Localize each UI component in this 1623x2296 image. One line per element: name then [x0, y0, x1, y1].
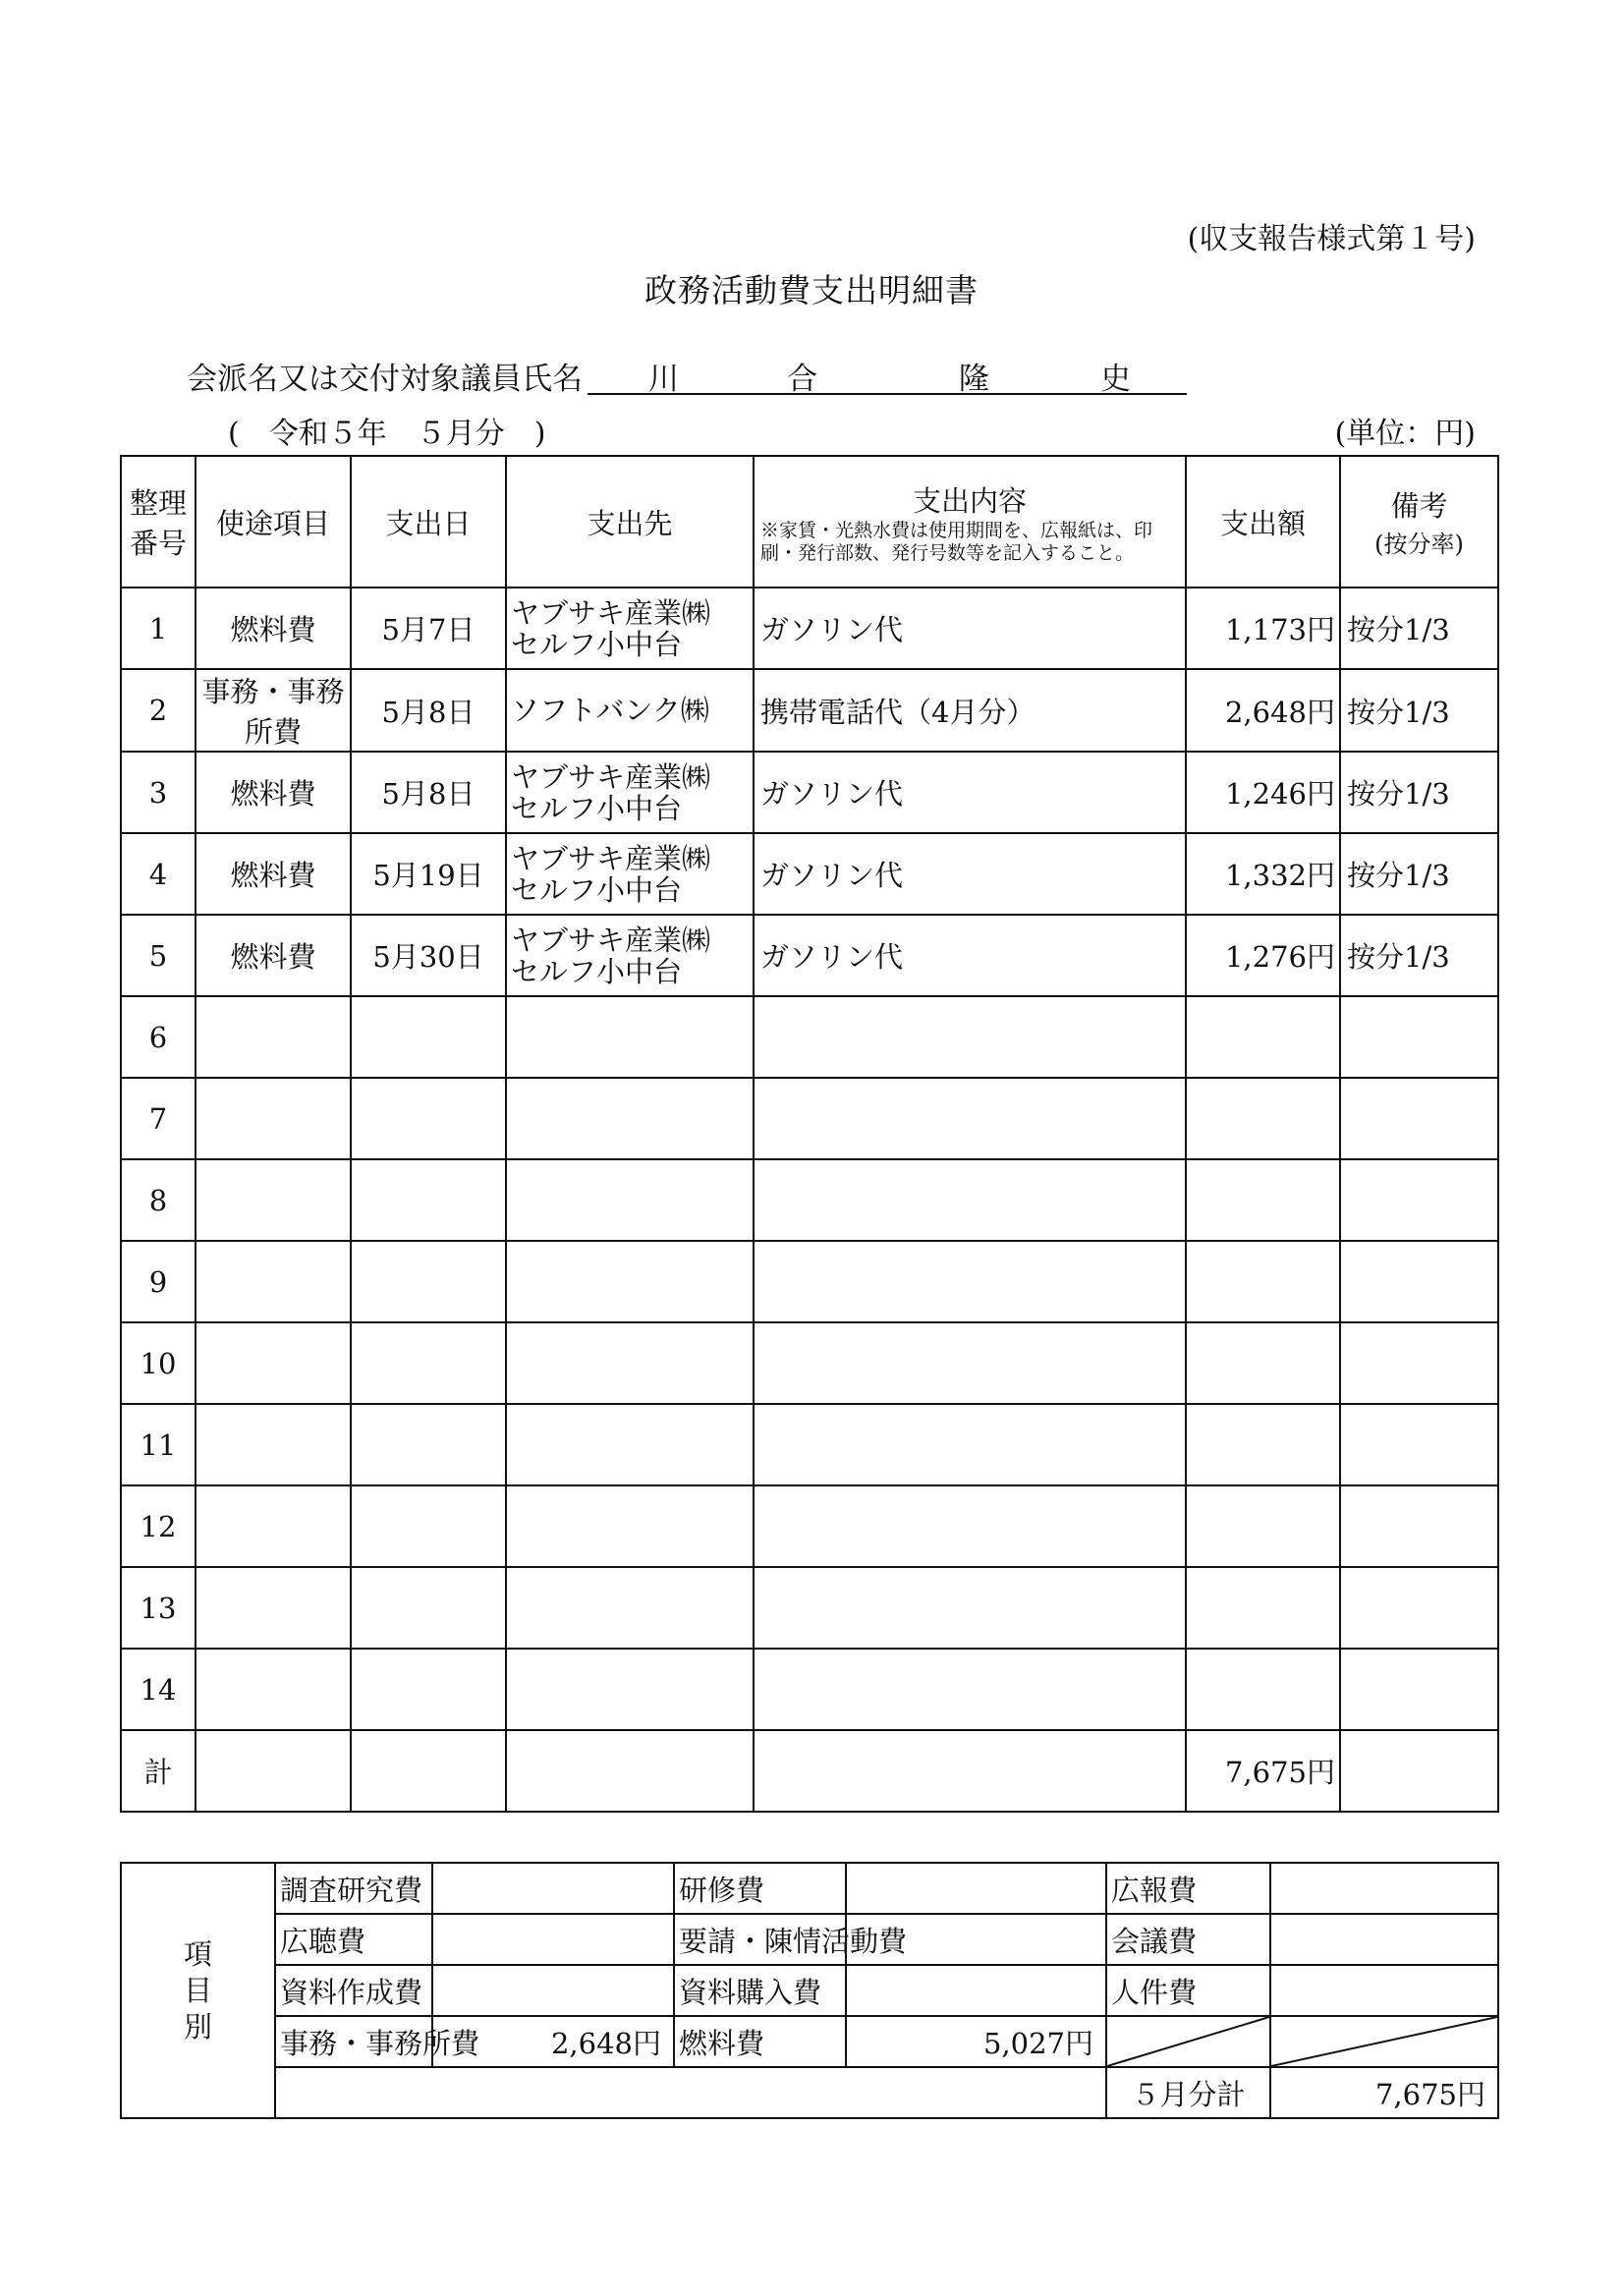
row-description: 携帯電話代（4月分）	[754, 669, 1186, 752]
diagonal-line	[1107, 2017, 1269, 2066]
row-remarks: 按分1/3	[1340, 915, 1498, 996]
summary-row	[121, 1863, 1498, 1914]
table-row	[121, 1159, 1498, 1241]
row-description	[754, 1159, 1186, 1241]
row-number: 8	[121, 1159, 196, 1241]
row-payee	[506, 1322, 754, 1404]
col-header-remarks-sub: (按分率)	[1374, 531, 1464, 558]
row-payee	[506, 1159, 754, 1241]
summary-amount-fuel: 5,027円	[846, 2016, 1106, 2067]
row-remarks	[1340, 1649, 1498, 1730]
summary-row-header-char: 別	[183, 2009, 212, 2044]
row-date	[351, 1485, 506, 1567]
document-title: 政務活動費支出明細書	[644, 271, 979, 309]
table-row	[121, 1485, 1498, 1567]
summary-row	[121, 2016, 1498, 2067]
row-description: ガソリン代	[754, 833, 1186, 915]
summary-label-hearing: 広聴費	[275, 1914, 432, 1965]
total-amount: 7,675円	[1186, 1730, 1340, 1812]
summary-amount-hearing	[432, 1914, 674, 1965]
row-category: 燃料費	[196, 588, 351, 669]
row-remarks: 按分1/3	[1340, 588, 1498, 669]
diagonal-blank-cell	[1106, 2016, 1270, 2067]
col-header-amount: 支出額	[1186, 456, 1340, 588]
row-description	[754, 996, 1186, 1078]
row-amount: 1,173円	[1186, 588, 1340, 669]
row-remarks	[1340, 1078, 1498, 1159]
row-number: 7	[121, 1078, 196, 1159]
summary-row-header-char: 目	[183, 1973, 212, 2007]
col-header-category: 使途項目	[196, 456, 351, 588]
member-name-char: 隆	[959, 362, 989, 397]
row-date	[351, 1649, 506, 1730]
col-header-description-label: 支出内容	[912, 483, 1027, 518]
row-remarks	[1340, 1322, 1498, 1404]
row-number: 6	[121, 996, 196, 1078]
row-remarks	[1340, 1567, 1498, 1649]
row-category: 事務・事務所費	[196, 669, 351, 752]
row-number: 3	[121, 752, 196, 833]
summary-row	[121, 1914, 1498, 1965]
table-row	[121, 1567, 1498, 1649]
row-category	[196, 1078, 351, 1159]
row-payee	[506, 1649, 754, 1730]
summary-label-materials-creation: 資料作成費	[275, 1965, 432, 2016]
summary-row-header-char: 項	[183, 1936, 212, 1971]
summary-label-training: 研修費	[674, 1863, 846, 1914]
row-number: 11	[121, 1404, 196, 1485]
row-category: 燃料費	[196, 833, 351, 915]
row-amount	[1186, 1322, 1340, 1404]
row-payee	[506, 752, 754, 833]
row-category	[196, 1241, 351, 1322]
row-number: 10	[121, 1322, 196, 1404]
member-label: 会派名又は交付対象議員氏名	[187, 362, 583, 397]
row-amount	[1186, 1485, 1340, 1567]
total-label: 計	[121, 1730, 196, 1812]
row-date: 5月30日	[351, 915, 506, 996]
table-cell	[351, 1730, 506, 1812]
summary-label-research: 調査研究費	[275, 1863, 432, 1914]
row-category	[196, 1322, 351, 1404]
summary-label-meeting: 会議費	[1106, 1914, 1270, 1965]
summary-label-personnel: 人件費	[1106, 1965, 1270, 2016]
row-payee	[506, 588, 754, 669]
table-row	[121, 588, 1498, 669]
row-date: 5月8日	[351, 669, 506, 752]
row-amount	[1186, 1567, 1340, 1649]
summary-amount-office: 2,648円	[432, 2016, 674, 2067]
col-header-payee: 支出先	[506, 456, 754, 588]
summary-label-materials-purchase: 資料購入費	[674, 1965, 846, 2016]
col-header-no-line: 整理	[129, 486, 187, 520]
col-header-no-line: 番号	[129, 527, 187, 560]
row-date	[351, 1241, 506, 1322]
col-header-remarks-label: 備考	[1390, 489, 1448, 523]
row-payee-line: セルフ小中台	[511, 954, 683, 988]
member-name-char: 史	[1100, 362, 1131, 397]
summary-blank-cell	[275, 2067, 1106, 2118]
summary-row	[121, 1965, 1498, 2016]
row-amount: 2,648円	[1186, 669, 1340, 752]
col-header-date: 支出日	[351, 456, 506, 588]
month-total-amount: 7,675円	[1270, 2067, 1498, 2118]
table-row	[121, 1404, 1498, 1485]
member-name-char: 合	[787, 362, 817, 397]
table-row	[121, 996, 1498, 1078]
row-remarks	[1340, 1241, 1498, 1322]
row-payee	[506, 996, 754, 1078]
row-description: ガソリン代	[754, 752, 1186, 833]
row-date	[351, 1322, 506, 1404]
expense-table	[120, 455, 1499, 1813]
table-row	[121, 752, 1498, 833]
row-payee	[506, 1404, 754, 1485]
summary-row-header	[121, 1863, 275, 2118]
col-header-description-note: ※家賃・光熱水費は使用期間を、広報紙は、印刷・発行部数、発行号数等を記入すること。	[760, 519, 1153, 564]
summary-amount-materials-purchase	[846, 1965, 1106, 2016]
row-payee-line: ソフトバンク㈱	[511, 694, 709, 727]
summary-label-petition: 要請・陳情活動費	[674, 1914, 846, 1965]
row-amount: 1,246円	[1186, 752, 1340, 833]
row-amount: 1,332円	[1186, 833, 1340, 915]
row-payee-line: ヤブサキ産業㈱	[511, 759, 711, 794]
member-name-char: 川	[648, 362, 679, 397]
row-payee-line: セルフ小中台	[511, 791, 683, 825]
row-number: 12	[121, 1485, 196, 1567]
row-date	[351, 1404, 506, 1485]
col-header-description	[754, 456, 1186, 588]
row-category	[196, 1404, 351, 1485]
row-date	[351, 1078, 506, 1159]
diagonal-blank-cell	[1270, 2016, 1498, 2067]
table-row	[121, 833, 1498, 915]
row-payee-line: ヤブサキ産業㈱	[511, 841, 711, 875]
total-row	[121, 1730, 1498, 1812]
row-description: ガソリン代	[754, 588, 1186, 669]
col-header-remarks	[1340, 456, 1498, 588]
row-date: 5月8日	[351, 752, 506, 833]
row-payee	[506, 1241, 754, 1322]
summary-amount-research	[432, 1863, 674, 1914]
row-payee-line: セルフ小中台	[511, 627, 683, 661]
row-number: 14	[121, 1649, 196, 1730]
row-category	[196, 1485, 351, 1567]
table-cell	[754, 1730, 1186, 1812]
row-number: 2	[121, 669, 196, 752]
row-payee	[506, 1567, 754, 1649]
row-description: ガソリン代	[754, 915, 1186, 996]
summary-label-office: 事務・事務所費	[275, 2016, 432, 2067]
row-amount	[1186, 1649, 1340, 1730]
row-payee	[506, 915, 754, 996]
row-description	[754, 1241, 1186, 1322]
row-payee-line: ヤブサキ産業㈱	[511, 595, 711, 630]
summary-amount-meeting	[1270, 1914, 1498, 1965]
col-header-no	[121, 456, 196, 588]
table-row	[121, 669, 1498, 752]
row-remarks: 按分1/3	[1340, 752, 1498, 833]
row-date	[351, 1159, 506, 1241]
table-row	[121, 1241, 1498, 1322]
summary-amount-pr	[1270, 1863, 1498, 1914]
row-amount	[1186, 1078, 1340, 1159]
table-cell	[506, 1730, 754, 1812]
summary-amount-materials-creation	[432, 1965, 674, 2016]
row-number: 4	[121, 833, 196, 915]
row-remarks	[1340, 996, 1498, 1078]
table-row	[121, 1649, 1498, 1730]
row-number: 5	[121, 915, 196, 996]
row-date	[351, 1567, 506, 1649]
row-payee	[506, 1078, 754, 1159]
row-description	[754, 1485, 1186, 1567]
row-date	[351, 996, 506, 1078]
row-remarks	[1340, 1485, 1498, 1567]
row-remarks: 按分1/3	[1340, 669, 1498, 752]
row-remarks: 按分1/3	[1340, 833, 1498, 915]
row-category	[196, 1567, 351, 1649]
row-amount	[1186, 1404, 1340, 1485]
row-payee-line: ヤブサキ産業㈱	[511, 923, 711, 957]
row-amount	[1186, 1241, 1340, 1322]
row-number: 9	[121, 1241, 196, 1322]
table-cell	[196, 1730, 351, 1812]
row-payee-line: セルフ小中台	[511, 872, 683, 907]
row-category	[196, 996, 351, 1078]
row-category	[196, 1159, 351, 1241]
row-category: 燃料費	[196, 752, 351, 833]
summary-amount-personnel	[1270, 1965, 1498, 2016]
row-payee	[506, 669, 754, 752]
row-remarks	[1340, 1159, 1498, 1241]
row-number: 13	[121, 1567, 196, 1649]
table-row	[121, 1078, 1498, 1159]
row-description	[754, 1567, 1186, 1649]
row-number: 1	[121, 588, 196, 669]
form-number: (収支報告様式第１号)	[1187, 222, 1476, 256]
month-total-label: ５月分計	[1106, 2067, 1270, 2118]
row-payee	[506, 1485, 754, 1567]
unit-label: (単位：円)	[1334, 417, 1476, 451]
row-description	[754, 1404, 1186, 1485]
row-category: 燃料費	[196, 915, 351, 996]
table-row	[121, 1322, 1498, 1404]
summary-label-fuel: 燃料費	[674, 2016, 846, 2067]
row-description	[754, 1078, 1186, 1159]
row-amount	[1186, 1159, 1340, 1241]
category-summary-table	[120, 1862, 1499, 2119]
row-remarks	[1340, 1404, 1498, 1485]
row-date: 5月19日	[351, 833, 506, 915]
table-header-row	[121, 456, 1498, 588]
row-category	[196, 1649, 351, 1730]
report-period: ( 令和５年 ５月分 )	[228, 417, 546, 451]
row-description	[754, 1322, 1186, 1404]
row-date: 5月7日	[351, 588, 506, 669]
member-name	[588, 354, 1187, 395]
diagonal-line	[1271, 2017, 1497, 2066]
row-description	[754, 1649, 1186, 1730]
summary-amount-training	[846, 1863, 1106, 1914]
summary-label-pr: 広報費	[1106, 1863, 1270, 1914]
summary-row	[121, 2067, 1498, 2118]
row-amount: 1,276円	[1186, 915, 1340, 996]
row-amount	[1186, 996, 1340, 1078]
table-row	[121, 915, 1498, 996]
table-cell	[1340, 1730, 1498, 1812]
row-payee	[506, 833, 754, 915]
